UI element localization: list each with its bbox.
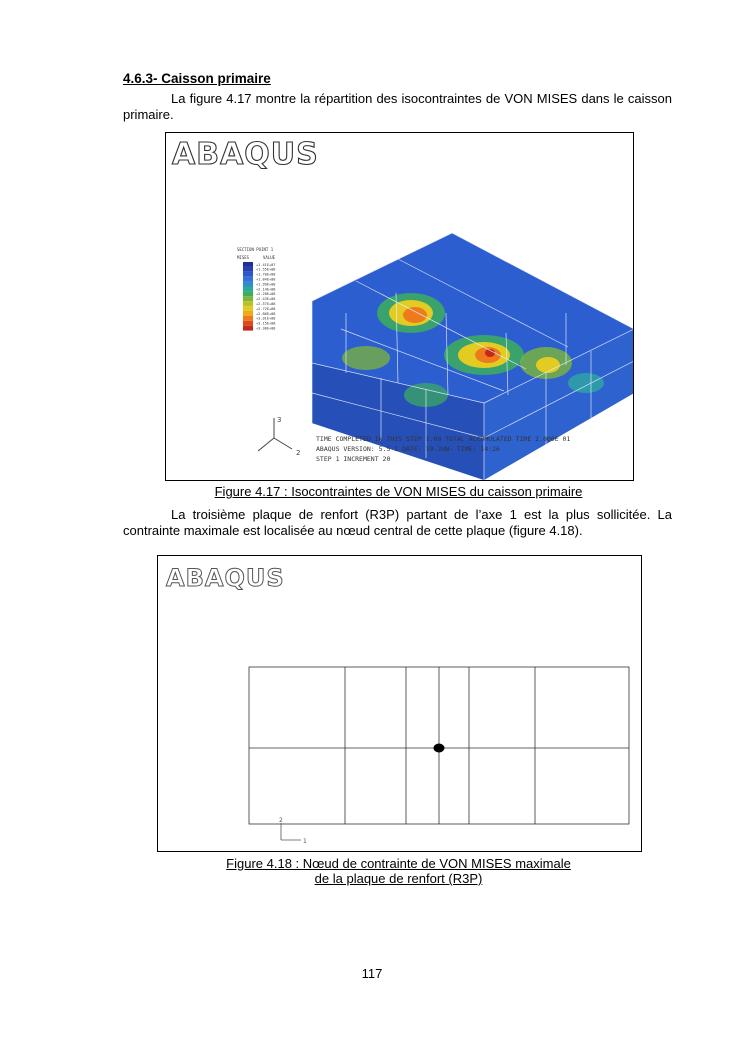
contour-green-4 bbox=[342, 346, 390, 370]
legend-value: +3.01E+08 bbox=[256, 316, 276, 321]
legend-swatch bbox=[243, 321, 253, 326]
legend-swatch bbox=[243, 267, 253, 272]
legend-swatch bbox=[243, 296, 253, 301]
legend-swatch bbox=[243, 277, 253, 282]
color-legend bbox=[243, 262, 275, 331]
legend-value: +3.15E+08 bbox=[256, 321, 276, 326]
legend-swatch bbox=[243, 316, 253, 321]
figure-4-17 bbox=[165, 132, 634, 481]
contour-yellow-3 bbox=[536, 357, 560, 373]
legend-swatch bbox=[243, 272, 253, 277]
paragraph-r3p: La troisième plaque de renfort (R3P) partant de l’axe 1 est la plus sollicitée. La contrainte maximale est localisée au nœud central de cette plaque (figure 4.18). bbox=[123, 507, 672, 538]
axis2-label-v: 2 bbox=[279, 817, 283, 824]
legend-swatch bbox=[243, 306, 253, 311]
axis2-label-h: 1 bbox=[303, 838, 307, 845]
axis-triad bbox=[258, 418, 292, 451]
legend-value: +1.99E+08 bbox=[256, 282, 276, 287]
legend-value: +2.72E+08 bbox=[256, 306, 276, 311]
legend-value: +2.57E+08 bbox=[256, 302, 276, 306]
figure-4-18-caption-line2: de la plaque de renfort (R3P) bbox=[314, 871, 483, 886]
figure-4-17-caption: Figure 4.17 : Isocontraintes de VON MISES du caisson primaire bbox=[214, 484, 583, 499]
legend-value: +1.55E+08 bbox=[256, 267, 276, 272]
info-line-1: TIME COMPLETED IN THIS STEP 1.00 TOTAL ACCUMULATED TIME 2.000E 01 bbox=[316, 435, 571, 443]
legend-swatch bbox=[243, 326, 253, 331]
figure-4-18-caption-line1: Figure 4.18 : Nœud de contrainte de VON MISES maximale bbox=[226, 856, 571, 871]
legend-value: +2.43E+08 bbox=[256, 297, 276, 302]
legend-value: +1.84E+08 bbox=[256, 277, 276, 282]
page-number: 117 bbox=[361, 966, 383, 981]
legend-value: +1.41E+07 bbox=[256, 262, 276, 267]
legend-value: +1.70E+08 bbox=[256, 272, 276, 277]
legend-swatch bbox=[243, 301, 253, 306]
legend-swatch bbox=[243, 287, 253, 292]
legend-value: +2.28E+08 bbox=[256, 292, 276, 297]
contour-teal-1 bbox=[568, 373, 604, 393]
r3p-mesh-plot bbox=[158, 556, 641, 851]
legend-swatch bbox=[243, 282, 253, 287]
legend-swatch bbox=[243, 311, 253, 316]
axis-label-3: 3 bbox=[277, 416, 282, 424]
paragraph-intro: La figure 4.17 montre la répartition des isocontraintes de VON MISES dans le caisson primaire. bbox=[123, 91, 672, 122]
legend-col-value: VALUE bbox=[263, 255, 276, 260]
figure-4-18 bbox=[157, 555, 642, 852]
abaqus-logo-2: ABAQUS bbox=[166, 564, 285, 592]
legend-value: +2.86E+08 bbox=[256, 311, 276, 316]
legend-col-mises: MISES bbox=[237, 255, 250, 260]
legend-swatch bbox=[243, 291, 253, 296]
section-heading: 4.6.3- Caisson primaire bbox=[123, 71, 271, 86]
axis-label-2: 2 bbox=[296, 449, 301, 457]
max-stress-node bbox=[434, 744, 445, 753]
info-line-2: ABAQUS VERSION: 5.5-1 DATE: 19-JUN- TIME: 14:26 bbox=[316, 445, 500, 453]
legend-value: +3.30E+08 bbox=[256, 326, 276, 331]
abaqus-logo: ABAQUS bbox=[172, 137, 319, 172]
legend-value: +2.14E+08 bbox=[256, 287, 276, 292]
info-line-3: STEP 1 INCREMENT 20 bbox=[316, 455, 391, 463]
contour-orange-1 bbox=[403, 307, 427, 323]
axis-triad-2 bbox=[281, 823, 301, 840]
legend-header: SECTION POINT 1 bbox=[237, 247, 274, 252]
caisson-contour-plot bbox=[166, 133, 633, 480]
legend-swatch bbox=[243, 262, 253, 267]
